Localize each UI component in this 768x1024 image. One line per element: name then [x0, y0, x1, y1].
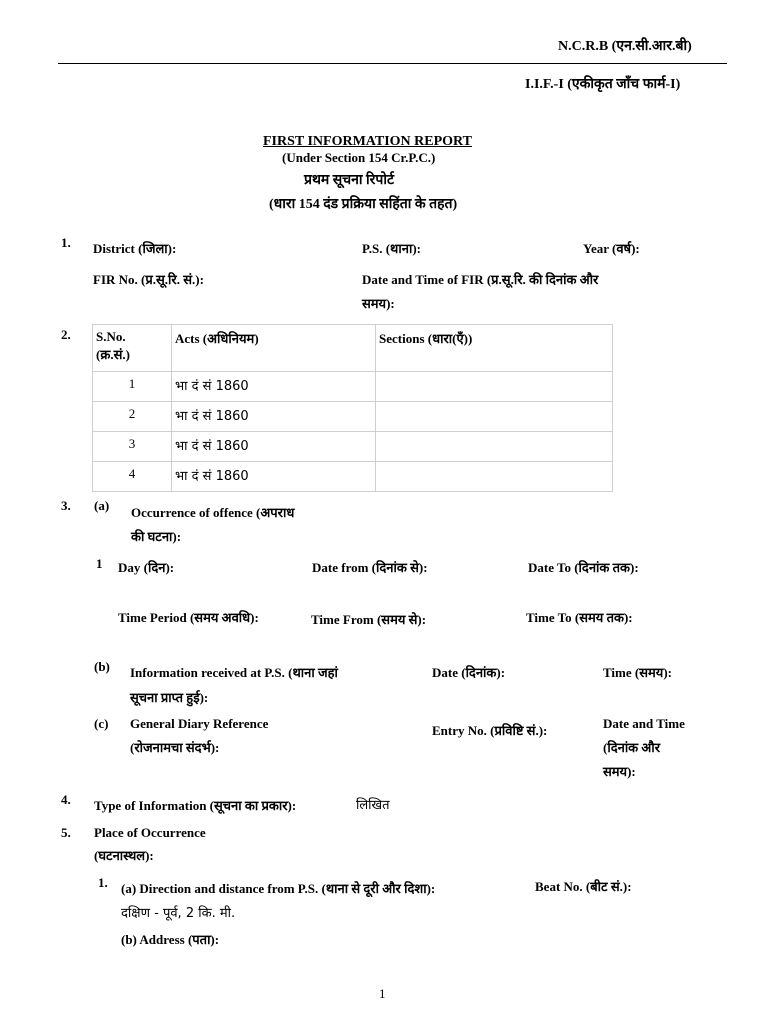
section-2-number: 2.: [61, 327, 71, 342]
row-sno: 3: [93, 432, 172, 462]
row-sno: 1: [93, 372, 172, 402]
occurrence-label-cont: की घटना):: [131, 529, 182, 544]
info-received-label-cont: सूचना प्राप्त हुई):: [130, 690, 209, 705]
direction-distance-label: (a) Direction and distance from P.S. (थाना से दूरी और दिशा):: [121, 881, 436, 896]
ncrb-header: N.C.R.B (एन.सी.आर.बी): [558, 39, 692, 54]
row-section: [376, 462, 613, 492]
row-section: [376, 432, 613, 462]
section-1-number: 1.: [61, 235, 71, 250]
info-type-label: Type of Information (सूचना का प्रकार):: [94, 798, 297, 813]
date-to-label: Date To (दिनांक तक):: [528, 560, 639, 575]
section-3c-marker: (c): [94, 716, 109, 731]
occurrence-label: Occurrence of offence (अपराध: [131, 505, 295, 520]
general-diary-label-hindi: (रोजनामचा संदर्भ):: [130, 740, 220, 755]
report-title-hindi: प्रथम सूचना रिपोर्ट: [304, 173, 395, 188]
time-period-label: Time Period (समय अवधि):: [118, 610, 259, 625]
acts-sections-table: [92, 324, 613, 492]
row-act: भा दं सं 1860: [172, 372, 376, 402]
info-time-label: Time (समय):: [603, 665, 672, 680]
time-to-label: Time To (समय तक):: [526, 610, 633, 625]
row-sno: 4: [93, 462, 172, 492]
table-row: [93, 372, 613, 402]
address-label: (b) Address (पता):: [121, 932, 220, 947]
section-3a-marker: (a): [94, 498, 110, 513]
sections-header: Sections (धारा(एँ)): [376, 325, 613, 372]
table-row: [93, 462, 613, 492]
place-of-occurrence-hindi: (घटनास्थल):: [94, 848, 154, 863]
day-label: Day (दिन):: [118, 560, 175, 575]
sno-header-hindi: (क्र.सं.): [96, 347, 130, 362]
iif-form-label: I.I.F.-I (एकीकृत जाँच फार्म-I): [525, 77, 681, 92]
gd-datetime-label-2: (दिनांक और: [603, 740, 661, 755]
section-5-number: 5.: [61, 825, 71, 840]
row-sno: 2: [93, 402, 172, 432]
gd-datetime-label-3: समय):: [603, 764, 636, 779]
fir-datetime-label: Date and Time of FIR (प्र.सू.रि. की दिनांक और: [362, 272, 599, 287]
table-header-row: [93, 325, 613, 372]
occurrence-item-number: 1: [96, 556, 103, 571]
header-divider: [58, 63, 727, 64]
row-act: भा दं सं 1860: [172, 462, 376, 492]
section-3-number: 3.: [61, 498, 71, 513]
place-item-number: 1.: [98, 875, 108, 890]
police-station-label: P.S. (थाना):: [362, 241, 421, 256]
info-date-label: Date (दिनांक):: [432, 665, 506, 680]
section-3b-marker: (b): [94, 659, 110, 674]
report-subtitle: (Under Section 154 Cr.P.C.): [282, 150, 436, 165]
section-4-number: 4.: [61, 792, 71, 807]
district-label: District (जिला):: [93, 241, 177, 256]
general-diary-label: General Diary Reference: [130, 716, 269, 731]
row-act: भा दं सं 1860: [172, 402, 376, 432]
report-title: FIRST INFORMATION REPORT: [263, 134, 473, 149]
row-section: [376, 402, 613, 432]
fir-datetime-label-cont: समय):: [362, 296, 395, 311]
row-section: [376, 372, 613, 402]
table-row: [93, 402, 613, 432]
fir-number-label: FIR No. (प्र.सू.रि. सं.):: [93, 272, 204, 287]
info-type-value: लिखित: [356, 798, 390, 813]
table-row: [93, 432, 613, 462]
acts-header: Acts (अधिनियम): [172, 325, 376, 372]
row-act: भा दं सं 1860: [172, 432, 376, 462]
place-of-occurrence-label: Place of Occurrence: [94, 825, 206, 840]
page-number: 1: [379, 986, 386, 1001]
gd-datetime-label: Date and Time: [603, 716, 685, 731]
date-from-label: Date from (दिनांक से):: [312, 560, 428, 575]
info-received-label: Information received at P.S. (थाना जहां: [130, 665, 338, 680]
year-label: Year (वर्ष):: [583, 241, 640, 256]
sno-header: [93, 325, 172, 372]
direction-distance-value: दक्षिण - पूर्व, 2 कि. मी.: [121, 906, 236, 921]
sno-header-text: S.No.: [96, 329, 126, 344]
beat-number-label: Beat No. (बीट सं.):: [535, 879, 632, 894]
report-subtitle-hindi: (धारा 154 दंड प्रक्रिया सहिंता के तहत): [269, 197, 458, 212]
entry-number-label: Entry No. (प्रविष्टि सं.):: [432, 723, 548, 738]
time-from-label: Time From (समय से):: [311, 612, 427, 627]
